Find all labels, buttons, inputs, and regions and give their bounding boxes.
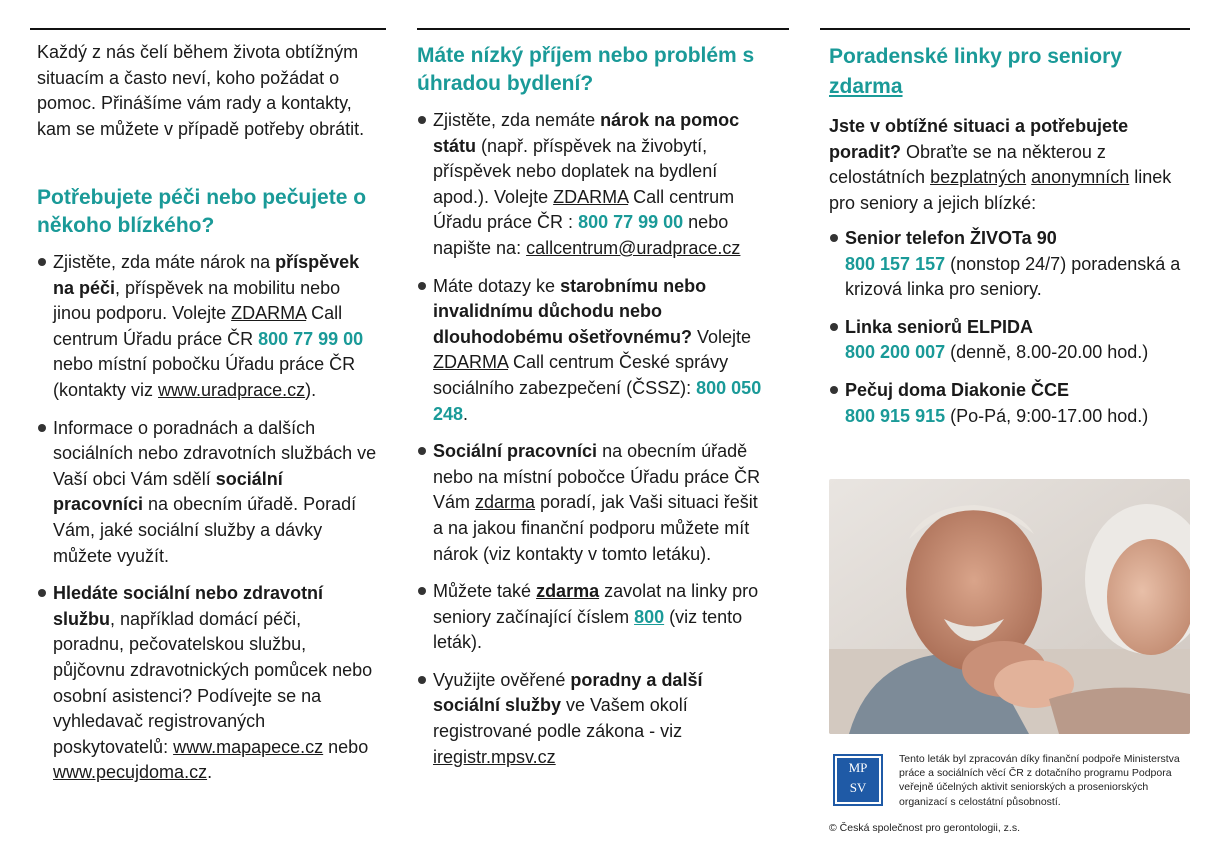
mpsv-logo: MP SV: [833, 754, 883, 806]
zdarma-underlined: zdarma: [475, 492, 536, 513]
phone-number: 800 915 915: [845, 405, 946, 426]
list-item: Pečuj doma Diakonie ČCE 800 915 915 (Po-Pá, 9:00-17.00 hod.): [829, 378, 1199, 429]
copyright: © Česká společnost pro gerontologii, z.s.: [829, 822, 1020, 834]
seniors-photo: [829, 479, 1190, 734]
heading-lines: Poradenské linky pro seniory zdarma: [829, 45, 1122, 98]
link-pecujdoma[interactable]: www.pecujdoma.cz: [53, 762, 208, 783]
lines-intro: Jste v obtížné situaci a potřebujete poradit? Obraťte se na některou z celostátních bezplatných anonymních linek pro seniory a jejich blízké:: [829, 116, 1172, 213]
link-iregistr[interactable]: iregistr.mpsv.cz: [433, 746, 556, 767]
list-item: Využijte ověřené poradny a další sociální služby ve Vašem okolí registrované podle zákona - viz iregistr.mpsv.cz: [417, 668, 767, 770]
heading-income: Máte nízký příjem nebo problém s úhradou bydlení?: [417, 44, 755, 95]
zdarma-underlined: ZDARMA: [433, 352, 509, 373]
phone-number: 800 157 157: [845, 253, 946, 274]
list-item: Informace o poradnách a dalších sociálních nebo zdravotních službách ve Vaší obci Vám sdělí sociální pracovníci na obecním úřadě. Poradí Vám, jaké sociální služby a dávky můžete využít.: [37, 416, 377, 570]
heading-care: Potřebujete péči nebo pečujete o někoho blízkého?: [37, 186, 367, 237]
list-item: Můžete také zdarma zavolat na linky pro seniory začínající číslem 800 (viz tento leták).: [417, 579, 767, 656]
list-item: Zjistěte, zda nemáte nárok na pomoc státu (např. příspěvek na živobytí, příspěvek nebo doplatek na bydlení apod.). Volejte ZDARMA Call centrum Úřadu práce ČR : 800 77 99 00 nebo napište na: callcentrum@uradprace.cz: [417, 108, 767, 262]
column-3-top-rule: [820, 28, 1190, 30]
list-item: Zjistěte, zda máte nárok na příspěvek na péči, příspěvek na mobilitu nebo jinou podporu. Volejte ZDARMA Call centrum Úřadu práce ČR 800 77 99 00 nebo místní pobočku Úřadu práce ČR (kontakty viz www.uradprace.cz).: [37, 250, 377, 404]
column-1-top-rule: [30, 28, 386, 30]
list-item: Máte dotazy ke starobnímu nebo invalidnímu důchodu nebo dlouhodobému ošetřovnému? Volejte ZDARMA Call centrum České správy sociálního zabezpečení (ČSSZ): 800 050 248.: [417, 274, 767, 428]
link-mapapece[interactable]: www.mapapece.cz: [173, 736, 324, 757]
column-2-top-rule: [417, 28, 789, 30]
phone-number: 800 77 99 00: [258, 328, 364, 349]
intro-text: Každý z nás čelí během života obtížným situacím a často neví, koho požádat o pomoc. Přinášíme vám rady a kontakty, kam se můžete v případě potřeby obrátit.: [37, 42, 365, 139]
phone-number: 800 200 007: [845, 342, 946, 363]
income-list: [417, 108, 767, 782]
list-item: Hledáte sociální nebo zdravotní službu, například domácí péči, poradnu, pečovatelskou službu, půjčovnu zdravotnických pomůcek nebo osobní asistenci? Podívejte se na vyhledavač registrovaných poskytovatelů: www.mapapece.cz nebo www.pecujdoma.cz.: [37, 581, 377, 786]
senior-lines-list: [829, 226, 1199, 441]
list-item: Sociální pracovníci na obecním úřadě nebo na místní pobočce Úřadu práce ČR Vám zdarma poradí, jak Vaši situaci řešit a na jakou finanční podporu můžete mít nárok (viz kontakty v tomto letáku).: [417, 439, 767, 567]
zdarma-underlined: ZDARMA: [553, 186, 629, 207]
phone-number: 800 050 248: [433, 377, 762, 424]
list-item: Linka seniorů ELPIDA 800 200 007 (denně, 8.00-20.00 hod.): [829, 315, 1199, 366]
funding-footnote: Tento leták byl zpracován díky finanční podpoře Ministerstva práce a sociálních věcí ČR z dotačního programu Podpora veřejně účelných aktivit seniorských a proseniorských organizací s celostátní působností.: [899, 753, 1180, 808]
zdarma-underlined: ZDARMA: [231, 303, 307, 324]
phone-prefix: 800: [634, 606, 665, 627]
care-list: [37, 250, 377, 798]
link-uradprace[interactable]: www.uradprace.cz: [158, 379, 306, 400]
list-item: Senior telefon ŽIVOTa 90 800 157 157 (nonstop 24/7) poradenská a krizová linka pro seniory.: [829, 226, 1199, 303]
email-link[interactable]: callcentrum@uradprace.cz: [526, 237, 741, 258]
phone-number: 800 77 99 00: [578, 212, 684, 233]
